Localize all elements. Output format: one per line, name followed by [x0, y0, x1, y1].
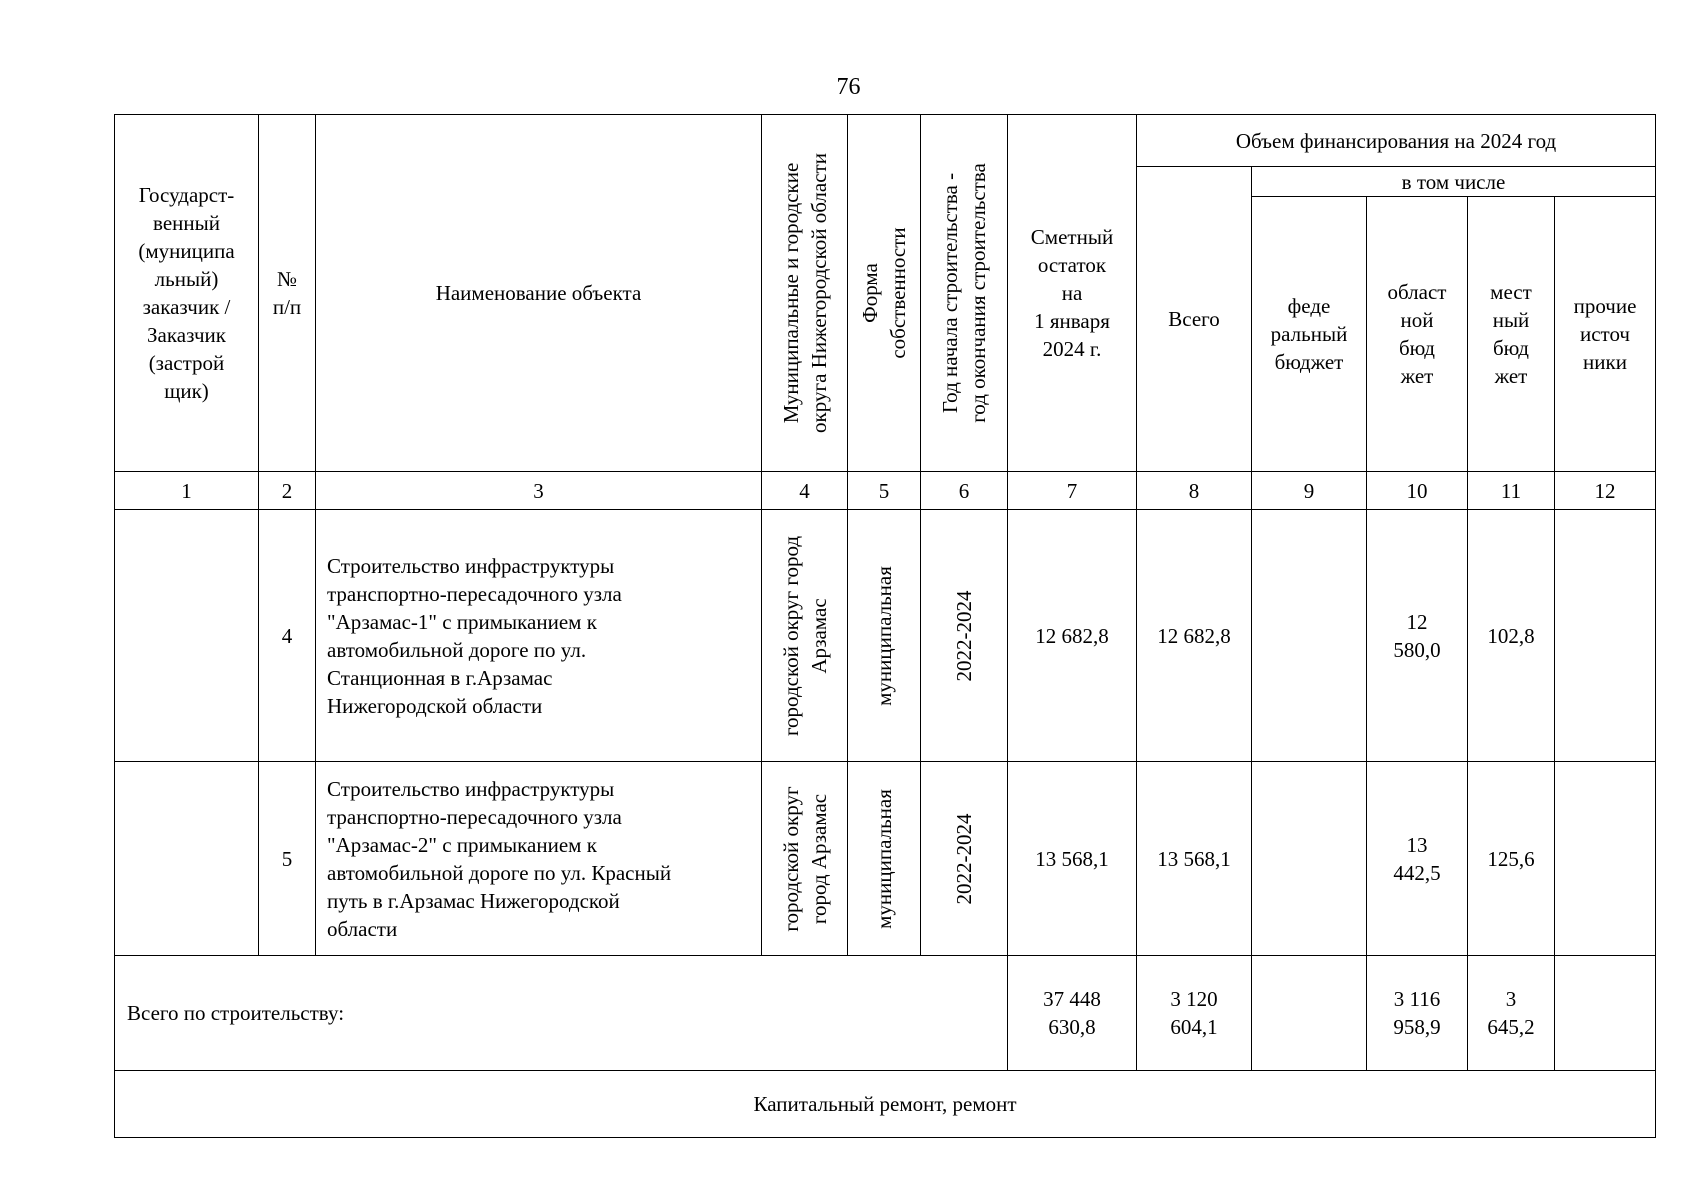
table-row: [115, 510, 1656, 762]
row-district-text: городской округ город Арзамас: [778, 785, 831, 932]
column-number: 9: [1252, 472, 1367, 510]
header-years: [921, 115, 1008, 472]
header-federal: феде ральный бюджет: [1252, 197, 1367, 472]
column-number: 3: [316, 472, 762, 510]
column-number: 2: [259, 472, 316, 510]
table-row: [115, 762, 1656, 956]
header-ownership: [848, 115, 921, 472]
column-numbers-row: [115, 472, 1656, 510]
row-object-name: Строительство инфраструктуры транспортно-пересадочного узла "Арзамас-1" с примыканием к автомобильной дороге по ул. Станционная в г.Арзамас Нижегородской области: [316, 510, 762, 762]
row-ownership: [848, 762, 921, 956]
header-including-group: в том числе: [1252, 167, 1656, 197]
total-other: [1555, 956, 1656, 1071]
column-number: 8: [1137, 472, 1252, 510]
row-number: 5: [259, 762, 316, 956]
header-ownership-text: Форма собственности: [858, 227, 910, 359]
column-number: 10: [1367, 472, 1468, 510]
column-number: 7: [1008, 472, 1137, 510]
column-number: 6: [921, 472, 1008, 510]
row-regional: 13 442,5: [1367, 762, 1468, 956]
row-number: 4: [259, 510, 316, 762]
row-ownership-text: муниципальная: [872, 565, 896, 706]
column-number: 4: [762, 472, 848, 510]
total-label: Всего по строительству:: [115, 956, 1008, 1071]
row-ownership-text: муниципальная: [872, 788, 896, 929]
header-district: [762, 115, 848, 472]
row-object-name: Строительство инфраструктуры транспортно-пересадочного узла "Арзамас-2" с примыканием к автомобильной дороге по ул. Красный путь в г.Арзамас Нижегородской области: [316, 762, 762, 956]
header-local: мест ный бюд жет: [1468, 197, 1555, 472]
row-regional: 12 580,0: [1367, 510, 1468, 762]
row-total: 13 568,1: [1137, 762, 1252, 956]
column-number: 12: [1555, 472, 1656, 510]
total-sum: 3 120 604,1: [1137, 956, 1252, 1071]
row-local: 125,6: [1468, 762, 1555, 956]
row-district-text: городской округ город Арзамас: [778, 535, 831, 736]
section-row: [115, 1071, 1656, 1138]
row-other: [1555, 762, 1656, 956]
total-federal: [1252, 956, 1367, 1071]
financing-table: [114, 114, 1656, 1138]
row-total: 12 682,8: [1137, 510, 1252, 762]
column-number: 1: [115, 472, 259, 510]
row-district: [762, 510, 848, 762]
row-estimate-balance: 13 568,1: [1008, 762, 1137, 956]
row-years-text: 2022-2024: [952, 813, 976, 904]
column-number: 5: [848, 472, 921, 510]
row-federal: [1252, 510, 1367, 762]
total-local: 3 645,2: [1468, 956, 1555, 1071]
row-federal: [1252, 762, 1367, 956]
header-customer: Государст- венный (муниципа льный) заказчик / Заказчик (застрой щик): [115, 115, 259, 472]
column-number: 11: [1468, 472, 1555, 510]
row-years: [921, 762, 1008, 956]
header-number: № п/п: [259, 115, 316, 472]
row-estimate-balance: 12 682,8: [1008, 510, 1137, 762]
row-customer: [115, 510, 259, 762]
total-regional: 3 116 958,9: [1367, 956, 1468, 1071]
header-estimate-balance: Сметный остаток на 1 января 2024 г.: [1008, 115, 1137, 472]
row-local: 102,8: [1468, 510, 1555, 762]
row-other: [1555, 510, 1656, 762]
row-customer: [115, 762, 259, 956]
row-district: [762, 762, 848, 956]
header-other: прочие источ ники: [1555, 197, 1656, 472]
row-years-text: 2022-2024: [952, 590, 976, 681]
total-row: [115, 956, 1656, 1071]
section-title: Капитальный ремонт, ремонт: [115, 1071, 1656, 1138]
header-total: Всего: [1137, 167, 1252, 472]
header-object-name: Наименование объекта: [316, 115, 762, 472]
row-years: [921, 510, 1008, 762]
header-regional: област ной бюд жет: [1367, 197, 1468, 472]
page-number: 76: [836, 74, 861, 100]
total-estimate-balance: 37 448 630,8: [1008, 956, 1137, 1071]
row-ownership: [848, 510, 921, 762]
header-years-text: Год начала строительства - год окончания строительства: [938, 163, 990, 423]
header-financing-group: Объем финансирования на 2024 год: [1137, 115, 1656, 167]
header-district-text: Муниципальные и городские округа Нижегородской области: [778, 153, 831, 433]
